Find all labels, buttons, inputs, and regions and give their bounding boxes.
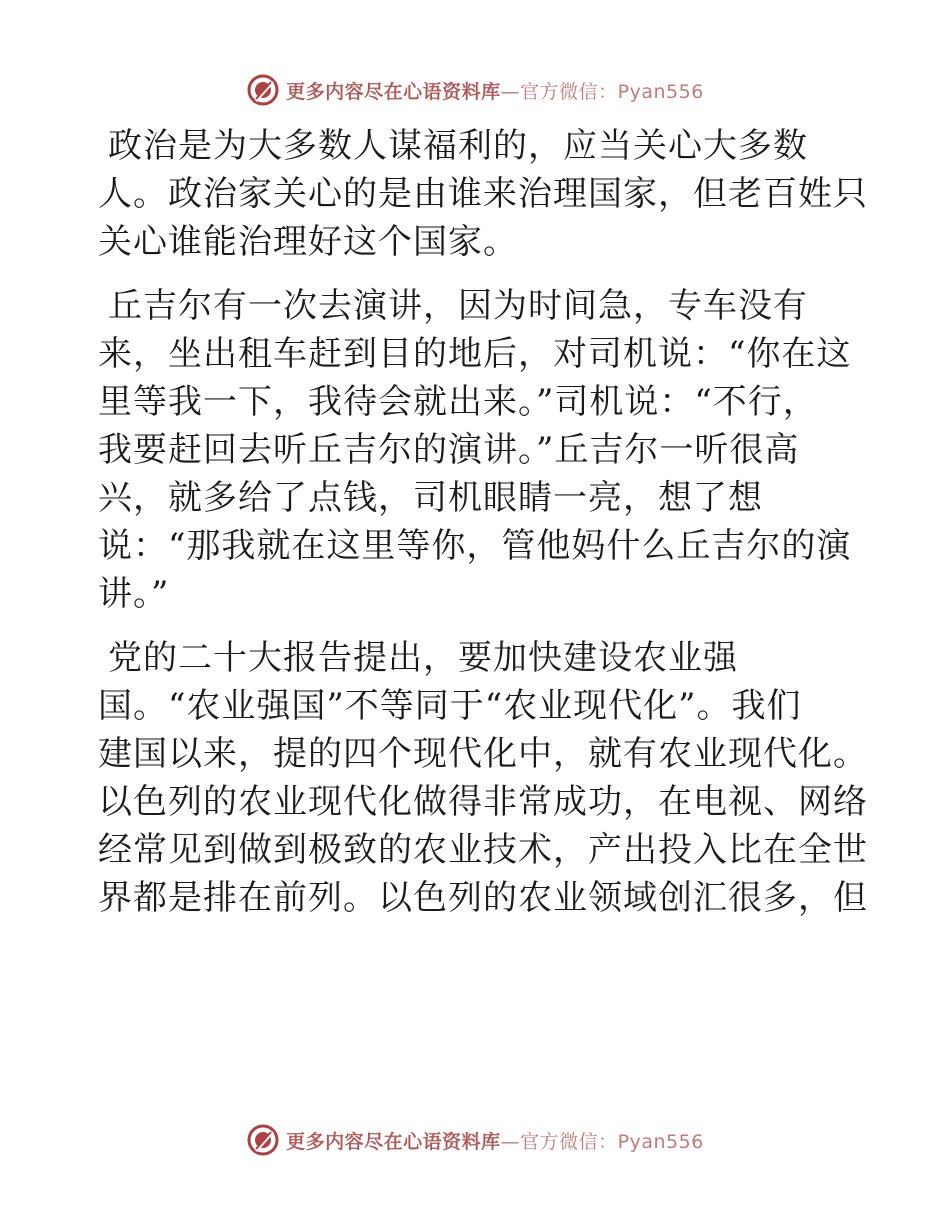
header-watermark-text (286, 77, 704, 104)
footer-watermark-text-right: —官方微信：Pyan556 (500, 1130, 704, 1153)
pen-logo-icon (246, 73, 280, 107)
text-line: 党的二十大报告提出，要加快建设农业强 (108, 638, 738, 678)
text-line: 经常见到做到极致的农业技术，产出投入比在全世 (98, 830, 868, 870)
text-line: 兴，就多给了点钱，司机眼睛一亮，想了想 (98, 478, 763, 518)
header-watermark (0, 70, 950, 110)
footer-watermark-text-left: 更多内容尽在心语资料库 (286, 1130, 501, 1153)
paragraph-2 (98, 282, 858, 618)
text-line: 来，坐出租车赶到目的地后，对司机说：“你在这 (98, 334, 852, 374)
text-line: 国。“农业强国”不等同于“农业现代化”。我们 (98, 686, 802, 726)
text-line: 建国以来，提的四个现代化中，就有农业现代化。 (98, 734, 868, 774)
text-line: 以色列的农业现代化做得非常成功，在电视、网络 (98, 782, 868, 822)
document-body (98, 122, 868, 938)
paragraph-3 (98, 634, 868, 922)
text-line: 人。政治家关心的是由谁来治理国家，但老百姓只 (98, 174, 868, 214)
footer-watermark-text (286, 1127, 704, 1154)
text-line: 讲。” (98, 574, 170, 614)
text-line: 政治是为大多数人谋福利的，应当关心大多数 (108, 126, 808, 166)
header-watermark-text-left: 更多内容尽在心语资料库 (286, 80, 501, 103)
text-line: 我要赶回去听丘吉尔的演讲。”丘吉尔一听很高 (98, 430, 800, 470)
text-line: 关心谁能治理好这个国家。 (98, 222, 518, 262)
pen-logo-icon (246, 1123, 280, 1157)
paragraph-1 (98, 122, 868, 266)
text-line: 丘吉尔有一次去演讲，因为时间急，专车没有 (108, 286, 808, 326)
text-line: 里等我一下，我待会就出来。”司机说：“不行， (98, 382, 818, 422)
text-line: 界都是排在前列。以色列的农业领域创汇很多，但 (98, 878, 868, 918)
header-watermark-text-right: —官方微信：Pyan556 (500, 80, 704, 103)
footer-watermark (0, 1120, 950, 1160)
text-line: 说：“那我就在这里等你，管他妈什么丘吉尔的演 (98, 526, 852, 566)
